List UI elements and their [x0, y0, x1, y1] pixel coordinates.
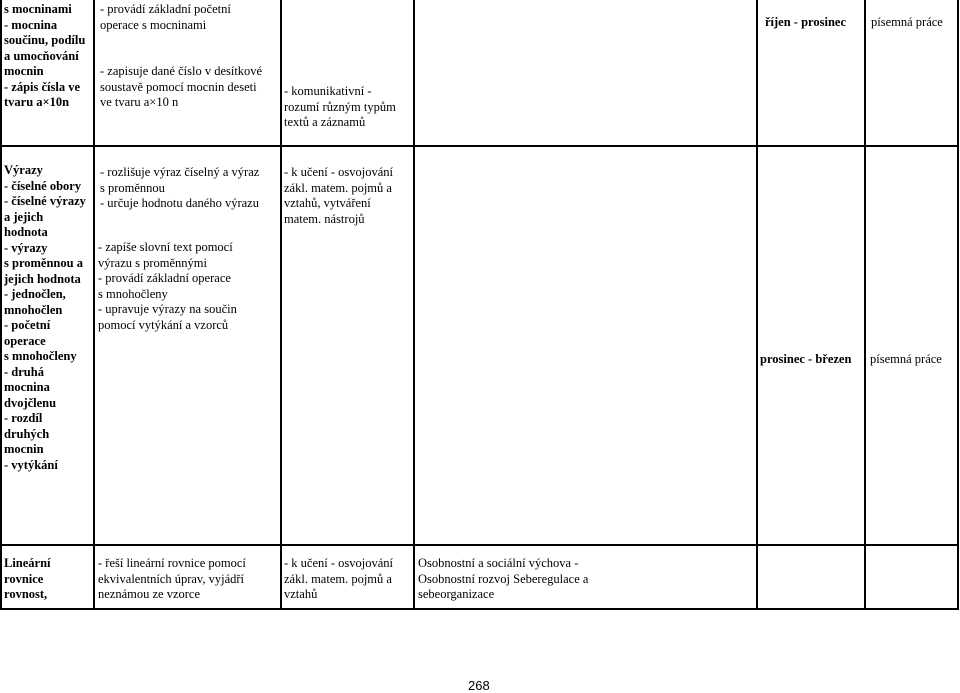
assessment-cell: písemná práce: [871, 15, 943, 29]
column-border: [280, 0, 282, 610]
crosscutting-theme-cell: Osobnostní a sociální výchova - Osobnostní rozvoj Seberegulace a sebeorganizace: [418, 556, 589, 601]
column-border: [93, 0, 95, 610]
period-cell: říjen - prosinec: [765, 15, 847, 29]
period-cell: prosinec - březen: [760, 352, 852, 366]
column-border: [0, 0, 2, 610]
column-border: [413, 0, 415, 610]
competences-cell: - komunikativní - rozumí různým typům textů a záznamů: [284, 84, 396, 129]
row-border: [0, 608, 959, 610]
competences-cell: - k učení - osvojování zákl. matem. pojmů a vztahů, vytváření matem. nástrojů: [284, 165, 394, 226]
competences-cell: - k učení - osvojování zákl. matem. pojmů a vztahů: [284, 556, 394, 601]
outcomes-cell: - řeší lineární rovnice pomocí ekvivalentních úprav, vyjádří neznámou ze vzorce: [98, 556, 246, 601]
topic-cell: s mocninami - mocnina součinu, podílu a umocňování mocnin - zápis čísla ve tvaru a×10n: [4, 2, 86, 109]
row-border: [0, 145, 959, 147]
topic-cell: Lineární rovnice rovnost,: [4, 556, 51, 601]
outcomes-cell: - zapíše slovní text pomocí výrazu s proměnnými - provádí základní operace s mnohočleny - upravuje výrazy na součin pomocí vytýkání a vzorců: [98, 240, 237, 332]
topic-cell: Výrazy - číselné obory - číselné výrazy a jejich hodnota - výrazy s proměnnou a jejich hodnota - jednočlen, mnohočlen - početní operace s mnohočleny - druhá mocnina dvojčlenu - rozdíl druhých mocnin - vytýkání: [4, 163, 86, 472]
page-number: 268: [468, 678, 490, 693]
column-border: [756, 0, 758, 610]
assessment-cell: písemná práce: [870, 352, 942, 366]
outcomes-cell: - provádí základní početní operace s mocninami - zapisuje dané číslo v desítkové soustavě pomocí mocnin deseti ve tvaru a×10 n: [100, 2, 263, 109]
row-border: [0, 544, 959, 546]
outcomes-cell: - rozlišuje výraz číselný a výraz s proměnnou - určuje hodnotu daného výrazu: [100, 165, 260, 210]
column-border: [864, 0, 866, 610]
column-border: [957, 0, 959, 610]
